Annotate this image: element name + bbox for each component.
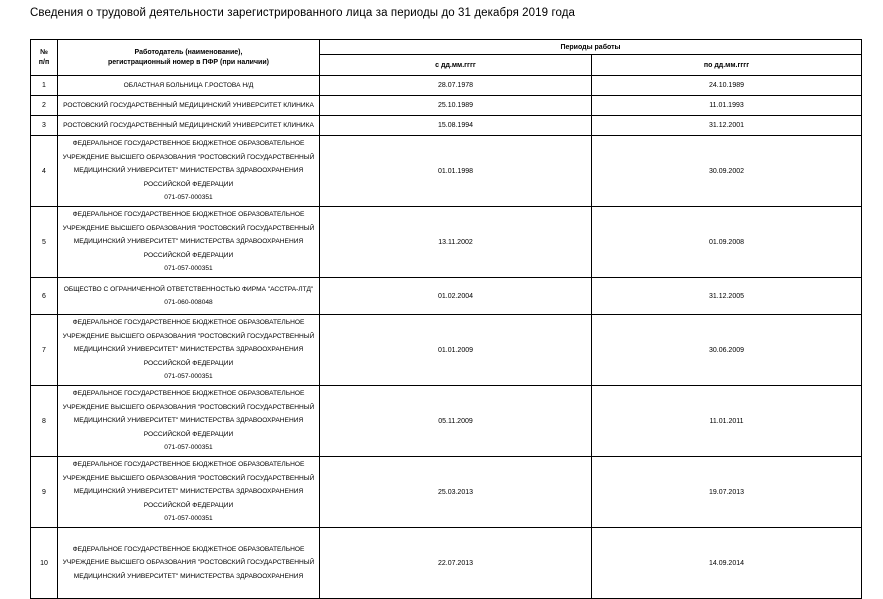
employer-line: ФЕДЕРАЛЬНОЕ ГОСУДАРСТВЕННОЕ БЮДЖЕТНОЕ ОБРАЗОВАТЕЛЬНОЕ xyxy=(72,390,305,398)
col-header-period-to: по дд.мм.гггг xyxy=(592,55,862,76)
table-body xyxy=(31,76,862,599)
employer-line: 071-057-000351 xyxy=(164,373,213,381)
table-row xyxy=(31,278,862,315)
employer-line: РОССИЙСКОЙ ФЕДЕРАЦИИ xyxy=(143,501,234,509)
row-number-cell: 9 xyxy=(31,457,58,528)
table-row xyxy=(31,116,862,136)
employer-line: ФЕДЕРАЛЬНОЕ ГОСУДАРСТВЕННОЕ БЮДЖЕТНОЕ ОБРАЗОВАТЕЛЬНОЕ xyxy=(72,461,305,469)
header-row-1 xyxy=(31,40,862,55)
table-row xyxy=(31,386,862,457)
row-number-cell: 10 xyxy=(31,528,58,599)
row-number-cell: 1 xyxy=(31,76,58,96)
col-header-number-line2: п/п xyxy=(38,58,50,66)
col-header-periods: Периоды работы xyxy=(320,40,862,55)
employer-line: ФЕДЕРАЛЬНОЕ ГОСУДАРСТВЕННОЕ БЮДЖЕТНОЕ ОБРАЗОВАТЕЛЬНОЕ xyxy=(72,319,305,327)
row-number-cell: 8 xyxy=(31,386,58,457)
period-to-cell: 14.09.2014 xyxy=(592,528,862,599)
table-row xyxy=(31,136,862,207)
employer-line: УЧРЕЖДЕНИЕ ВЫСШЕГО ОБРАЗОВАНИЯ "РОСТОВСКИЙ ГОСУДАРСТВЕННЫЙ xyxy=(62,332,315,340)
col-header-employer xyxy=(58,40,320,76)
period-to-cell: 01.09.2008 xyxy=(592,207,862,278)
employer-cell xyxy=(58,528,320,599)
page-title: Сведения о трудовой деятельности зарегистрированного лица за периоды до 31 декабря 2019 года xyxy=(30,7,576,19)
employment-history-table xyxy=(30,39,862,599)
employer-line: МЕДИЦИНСКИЙ УНИВЕРСИТЕТ" МИНИСТЕРСТВА ЗДРАВООХРАНЕНИЯ xyxy=(73,488,304,496)
col-header-employer-line1: Работодатель (наименование), xyxy=(134,48,243,56)
table-row xyxy=(31,315,862,386)
employer-line: УЧРЕЖДЕНИЕ ВЫСШЕГО ОБРАЗОВАНИЯ "РОСТОВСКИЙ ГОСУДАРСТВЕННЫЙ xyxy=(62,474,315,482)
table-row xyxy=(31,76,862,96)
employer-cell xyxy=(58,315,320,386)
period-from-cell: 01.02.2004 xyxy=(320,278,592,315)
employer-line: ОБЩЕСТВО С ОГРАНИЧЕННОЙ ОТВЕТСТВЕННОСТЬЮ ФИРМА "АССТРА-ЛТД" xyxy=(63,285,314,293)
employer-line: УЧРЕЖДЕНИЕ ВЫСШЕГО ОБРАЗОВАНИЯ "РОСТОВСКИЙ ГОСУДАРСТВЕННЫЙ xyxy=(62,224,315,232)
row-number-cell: 5 xyxy=(31,207,58,278)
period-to-cell: 30.09.2002 xyxy=(592,136,862,207)
employer-line: МЕДИЦИНСКИЙ УНИВЕРСИТЕТ" МИНИСТЕРСТВА ЗДРАВООХРАНЕНИЯ xyxy=(73,417,304,425)
period-to-cell: 30.06.2009 xyxy=(592,315,862,386)
table-header xyxy=(31,40,862,76)
col-header-number-line1: № xyxy=(40,48,48,56)
employer-cell xyxy=(58,116,320,136)
employer-line: МЕДИЦИНСКИЙ УНИВЕРСИТЕТ" МИНИСТЕРСТВА ЗДРАВООХРАНЕНИЯ xyxy=(73,346,304,354)
employer-line: РОССИЙСКОЙ ФЕДЕРАЦИИ xyxy=(143,180,234,188)
table-row xyxy=(31,207,862,278)
employer-line: РОССИЙСКОЙ ФЕДЕРАЦИИ xyxy=(143,430,234,438)
employer-line: РОСТОВСКИЙ ГОСУДАРСТВЕННЫЙ МЕДИЦИНСКИЙ УНИВЕРСИТЕТ КЛИНИКА xyxy=(63,121,314,129)
employer-line: РОССИЙСКОЙ ФЕДЕРАЦИИ xyxy=(143,359,234,367)
employer-line: 071-057-000351 xyxy=(164,265,213,273)
employer-line: 071-057-000351 xyxy=(164,444,213,452)
period-to-cell: 24.10.1989 xyxy=(592,76,862,96)
period-to-cell: 11.01.2011 xyxy=(592,386,862,457)
employer-line: 071-057-000351 xyxy=(164,515,213,523)
row-number-cell: 3 xyxy=(31,116,58,136)
employer-line: РОСТОВСКИЙ ГОСУДАРСТВЕННЫЙ МЕДИЦИНСКИЙ УНИВЕРСИТЕТ КЛИНИКА xyxy=(63,101,314,109)
row-number-cell: 2 xyxy=(31,96,58,116)
employer-line: ОБЛАСТНАЯ БОЛЬНИЦА Г.РОСТОВА Н/Д xyxy=(123,81,254,89)
period-to-cell: 19.07.2013 xyxy=(592,457,862,528)
period-from-cell: 05.11.2009 xyxy=(320,386,592,457)
period-from-cell: 22.07.2013 xyxy=(320,528,592,599)
employer-cell xyxy=(58,76,320,96)
col-header-number xyxy=(31,40,58,76)
employer-line: УЧРЕЖДЕНИЕ ВЫСШЕГО ОБРАЗОВАНИЯ "РОСТОВСКИЙ ГОСУДАРСТВЕННЫЙ xyxy=(62,559,315,567)
employer-line: МЕДИЦИНСКИЙ УНИВЕРСИТЕТ" МИНИСТЕРСТВА ЗДРАВООХРАНЕНИЯ xyxy=(73,167,304,175)
period-from-cell: 25.10.1989 xyxy=(320,96,592,116)
employer-line: УЧРЕЖДЕНИЕ ВЫСШЕГО ОБРАЗОВАНИЯ "РОСТОВСКИЙ ГОСУДАРСТВЕННЫЙ xyxy=(62,403,315,411)
row-number-cell: 7 xyxy=(31,315,58,386)
employer-cell xyxy=(58,278,320,315)
employer-line: 071-057-000351 xyxy=(164,194,213,202)
period-to-cell: 11.01.1993 xyxy=(592,96,862,116)
col-header-employer-line2: регистрационный номер в ПФР (при наличии) xyxy=(108,58,269,66)
row-number-cell: 6 xyxy=(31,278,58,315)
period-from-cell: 28.07.1978 xyxy=(320,76,592,96)
period-from-cell: 15.08.1994 xyxy=(320,116,592,136)
table-row xyxy=(31,96,862,116)
employer-cell xyxy=(58,457,320,528)
table-row xyxy=(31,528,862,599)
period-from-cell: 25.03.2013 xyxy=(320,457,592,528)
employer-line: МЕДИЦИНСКИЙ УНИВЕРСИТЕТ" МИНИСТЕРСТВА ЗДРАВООХРАНЕНИЯ xyxy=(73,238,304,246)
row-number-cell: 4 xyxy=(31,136,58,207)
employer-line: ФЕДЕРАЛЬНОЕ ГОСУДАРСТВЕННОЕ БЮДЖЕТНОЕ ОБРАЗОВАТЕЛЬНОЕ xyxy=(72,140,305,148)
employer-cell xyxy=(58,136,320,207)
period-from-cell: 13.11.2002 xyxy=(320,207,592,278)
employer-line: РОССИЙСКОЙ ФЕДЕРАЦИИ xyxy=(143,251,234,259)
period-from-cell: 01.01.2009 xyxy=(320,315,592,386)
period-to-cell: 31.12.2001 xyxy=(592,116,862,136)
employer-cell xyxy=(58,386,320,457)
employer-line: УЧРЕЖДЕНИЕ ВЫСШЕГО ОБРАЗОВАНИЯ "РОСТОВСКИЙ ГОСУДАРСТВЕННЫЙ xyxy=(62,153,315,161)
employer-line: МЕДИЦИНСКИЙ УНИВЕРСИТЕТ" МИНИСТЕРСТВА ЗДРАВООХРАНЕНИЯ xyxy=(73,572,304,580)
employer-cell xyxy=(58,96,320,116)
employer-line: ФЕДЕРАЛЬНОЕ ГОСУДАРСТВЕННОЕ БЮДЖЕТНОЕ ОБРАЗОВАТЕЛЬНОЕ xyxy=(72,545,305,553)
col-header-period-from: с дд.мм.гггг xyxy=(320,55,592,76)
employer-line: 071-060-008048 xyxy=(164,299,213,306)
table-row xyxy=(31,457,862,528)
employer-line: ФЕДЕРАЛЬНОЕ ГОСУДАРСТВЕННОЕ БЮДЖЕТНОЕ ОБРАЗОВАТЕЛЬНОЕ xyxy=(72,211,305,219)
period-from-cell: 01.01.1998 xyxy=(320,136,592,207)
employer-cell xyxy=(58,207,320,278)
period-to-cell: 31.12.2005 xyxy=(592,278,862,315)
